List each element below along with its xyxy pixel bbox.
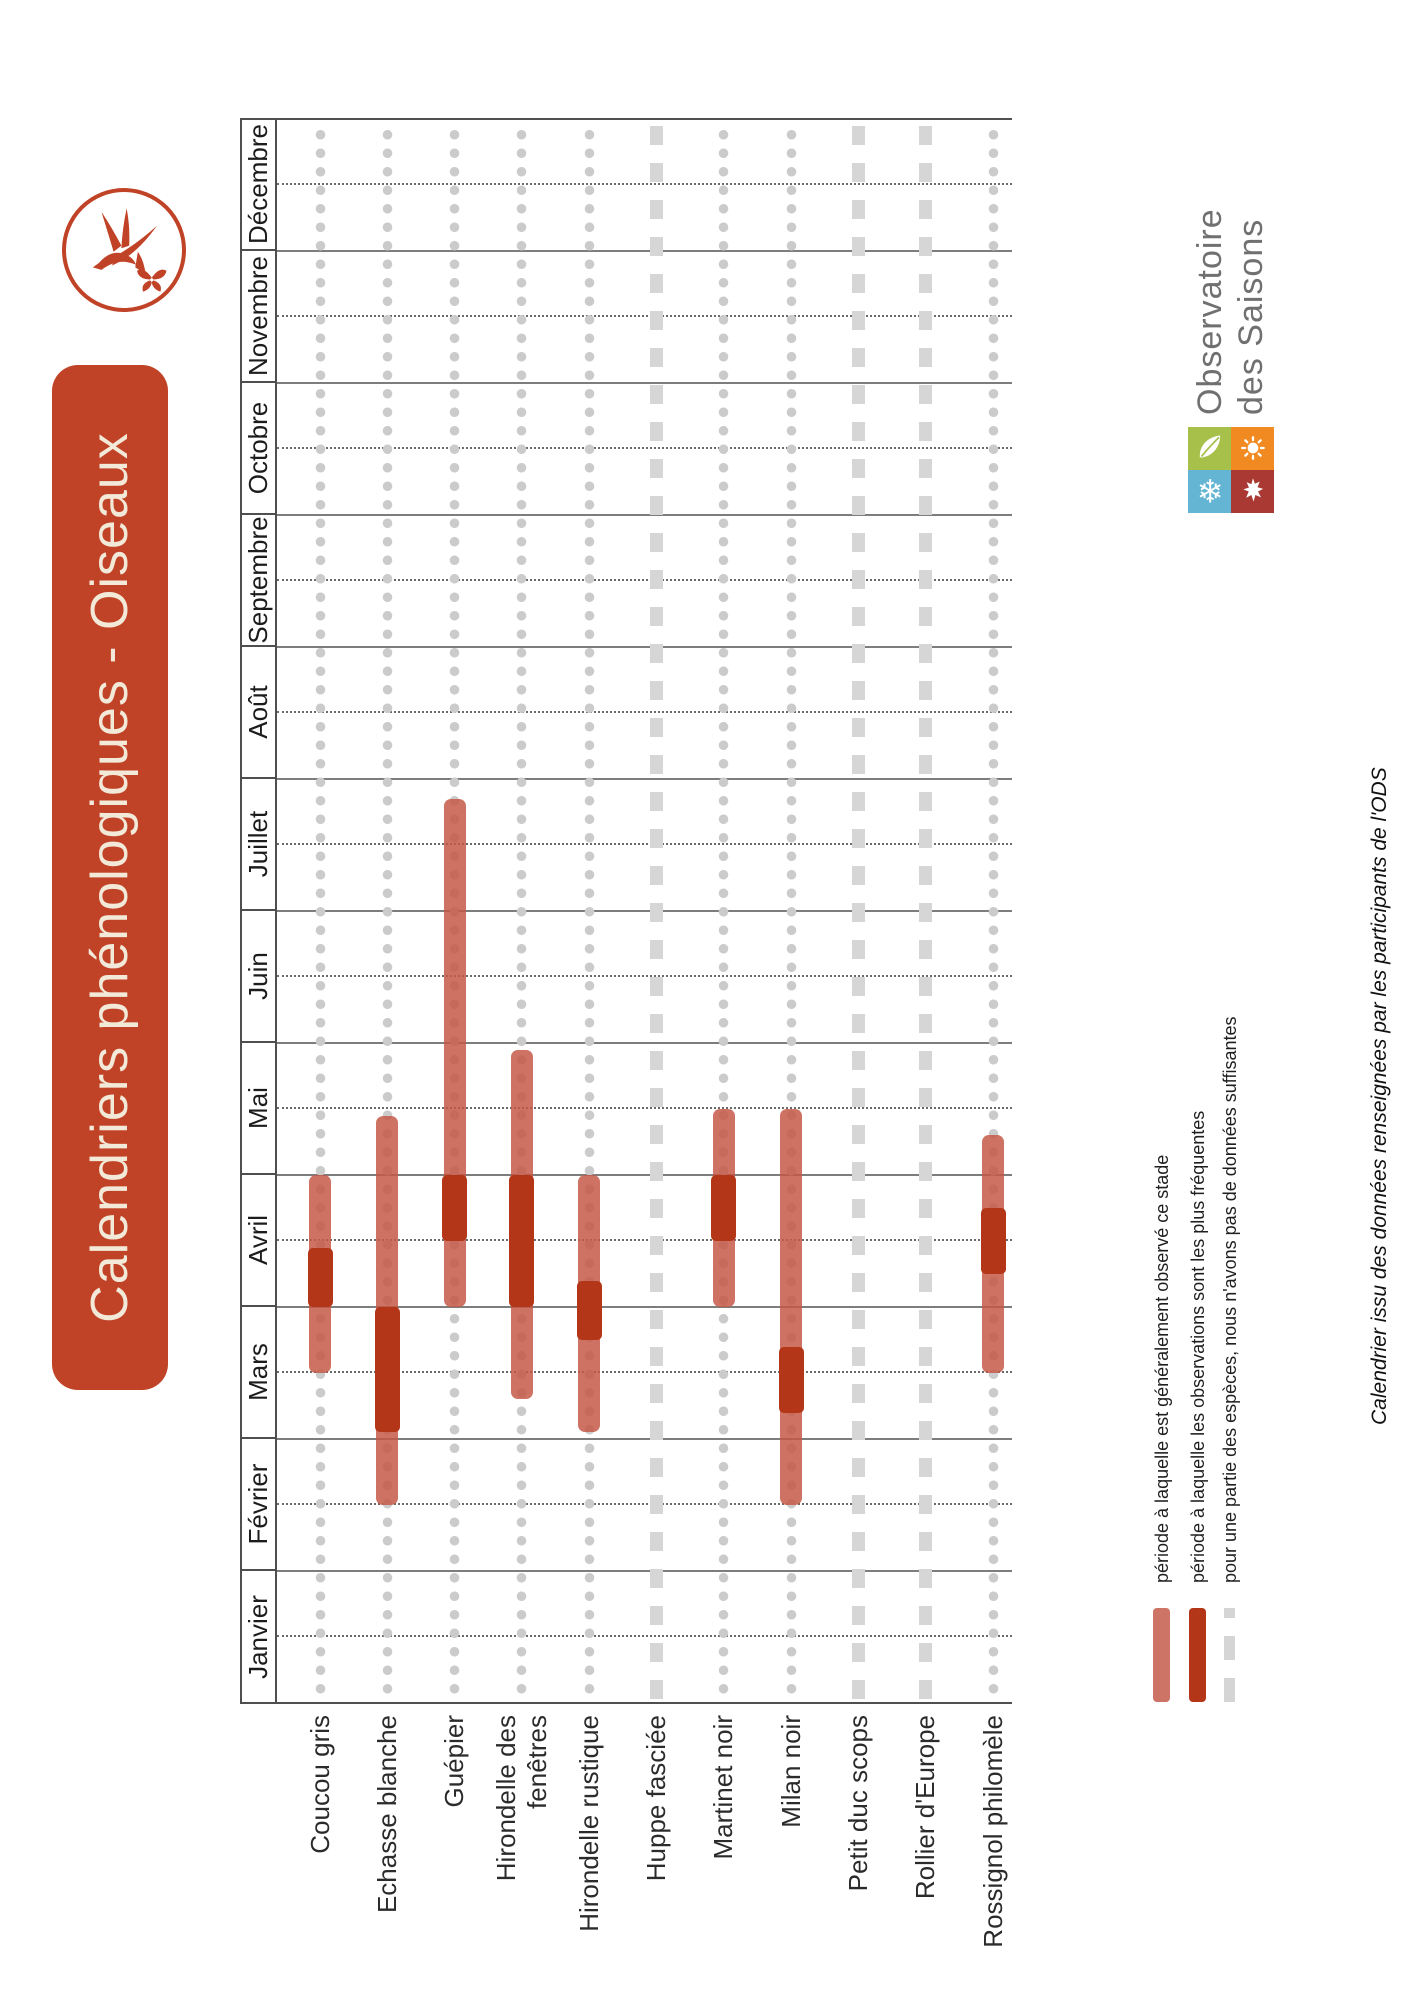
spring-leaf-icon — [1188, 427, 1231, 470]
species-label: Milan noir — [775, 1715, 806, 1828]
species-label: Martinet noir — [708, 1715, 739, 1860]
title-banner — [52, 365, 168, 1390]
month-cell: Juillet — [240, 779, 277, 911]
month-cell: Août — [240, 647, 277, 779]
species-label: Guépier — [439, 1715, 470, 1808]
month-cell: Octobre — [240, 383, 277, 515]
frequent-period-bar — [442, 1175, 467, 1241]
species-label: Hirondelle rustique — [573, 1715, 604, 1932]
page-title: Calendriers phénologiques - Oiseaux — [81, 432, 139, 1323]
chart-right-border — [240, 118, 1012, 120]
summer-sun-icon — [1231, 427, 1274, 470]
swallow-butterfly-icon — [72, 198, 176, 302]
ods-text-line2: des Saisons — [1232, 218, 1270, 415]
winter-snowflake-icon: ❄ — [1188, 470, 1231, 513]
month-cell: Mars — [240, 1307, 277, 1439]
autumn-maple-leaf-icon — [1231, 470, 1274, 513]
month-cell: Juin — [240, 911, 277, 1043]
month-cell: Mai — [240, 1043, 277, 1175]
month-cell: Novembre — [240, 251, 277, 383]
ods-logo-text — [1190, 208, 1272, 415]
species-dotted-guide — [516, 124, 527, 1698]
ods-text-line1: Observatoire — [1191, 208, 1229, 415]
chart-left-border — [240, 1702, 1012, 1704]
ods-season-squares — [1188, 427, 1274, 513]
species-dotted-guide — [718, 124, 729, 1698]
no-data-dashed-guide — [852, 123, 865, 1699]
month-cell: Septembre — [240, 515, 277, 647]
species-dotted-guide — [584, 124, 595, 1698]
frequent-period-bar — [981, 1208, 1006, 1274]
no-data-dashed-guide — [919, 123, 932, 1699]
species-label: Petit duc scops — [842, 1715, 873, 1892]
legend-swatch-nodata — [1224, 1608, 1235, 1702]
species-dotted-guide — [315, 124, 326, 1698]
legend-label-nodata: pour une partie des espèces, nous n'avons pas de données suffisantes — [1220, 1016, 1240, 1583]
no-data-dashed-guide — [650, 123, 663, 1699]
frequent-period-bar — [375, 1307, 400, 1432]
frequent-period-bar — [308, 1248, 333, 1307]
legend-swatch-observed — [1153, 1608, 1170, 1702]
species-label: Huppe fasciée — [641, 1715, 671, 1882]
month-cell: Décembre — [240, 119, 277, 251]
legend-swatch-frequent — [1189, 1608, 1206, 1702]
species-label: Hirondelle des fenêtres — [490, 1715, 552, 1882]
species-label: Rollier d'Europe — [910, 1715, 941, 1900]
frequent-period-bar — [779, 1347, 804, 1413]
credit-line: Calendrier issu des données renseignées par les participants de l'ODS — [1368, 767, 1391, 1425]
species-label: Coucou gris — [304, 1715, 335, 1854]
month-cell: Avril — [240, 1175, 277, 1307]
species-label: Echasse blanche — [371, 1715, 402, 1914]
species-dotted-guide — [988, 124, 999, 1698]
legend-label-observed: période à laquelle est généralement observé ce stade — [1152, 1154, 1172, 1583]
month-cell: Janvier — [243, 1595, 273, 1679]
observed-period-bar — [780, 1109, 802, 1505]
frequent-period-bar — [509, 1175, 534, 1307]
legend-label-frequent: période à laquelle les observations sont les plus fréquentes — [1188, 1110, 1208, 1583]
month-cell: Février — [240, 1439, 277, 1571]
frequent-period-bar — [711, 1175, 736, 1241]
species-label: Rossignol philomèle — [977, 1715, 1008, 1948]
swallow-butterfly-logo — [62, 188, 186, 312]
frequent-period-bar — [577, 1281, 602, 1340]
